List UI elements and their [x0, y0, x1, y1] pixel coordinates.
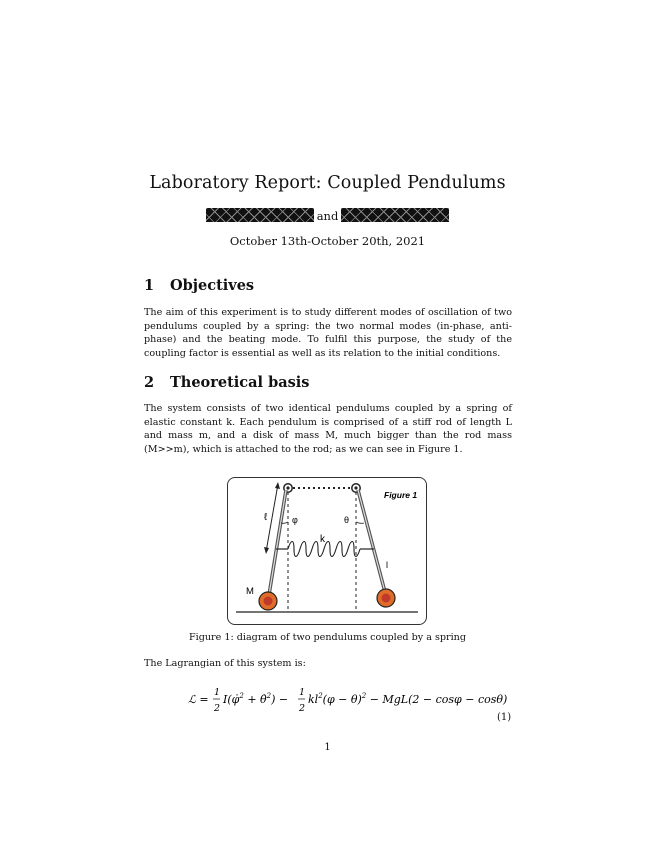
label-spring-constant: k	[320, 534, 325, 545]
right-angle-arc	[356, 522, 364, 523]
section-heading-objectives	[144, 277, 254, 294]
eq-frac-den-1: 2	[214, 703, 221, 714]
right-pivot-center	[354, 486, 357, 489]
section-number: 2	[144, 374, 155, 391]
left-rod-highlight	[269, 490, 286, 595]
figure-1-diagram	[227, 477, 427, 625]
page-number: 1	[324, 742, 331, 753]
redacted-author-2	[341, 208, 449, 222]
label-length-left: ℓ	[264, 512, 268, 523]
authors-connector: and	[316, 209, 339, 223]
redacted-author-1	[206, 208, 314, 222]
lagrangian-equation	[188, 678, 508, 718]
lagrangian-intro: The Lagrangian of this system is:	[144, 658, 306, 669]
theory-paragraph: The system consists of two identical pendulums coupled by a spring of elastic constant k. Each pendulum is comprised of a stiff rod of length L and mass m, and a disk of mass M, much bigger than the rod mass (M>>m), which is attached to the rod; as we can see in Figure 1.	[144, 403, 512, 455]
figure-label: Figure 1	[384, 490, 418, 500]
eq-lagrangian-symbol: ℒ =	[188, 693, 209, 706]
label-angle-left: φ	[292, 515, 298, 525]
section-heading-theoretical-basis	[144, 374, 309, 391]
eq-kinetic-term: I(φ̇$^2$ + θ̇$^2$) −	[223, 692, 289, 706]
label-angle-right: θ	[344, 515, 350, 525]
eq-frac-den-2: 2	[299, 703, 306, 714]
left-bob-center	[264, 597, 273, 606]
eq-frac-num-1: 1	[214, 687, 221, 698]
section-title: Theoretical basis	[170, 374, 310, 391]
authors-line	[0, 208, 655, 224]
objectives-paragraph: The aim of this experiment is to study different modes of oscillation of two pendulums coupled by a spring: the two normal modes (in-phase, anti-phase) and the beating mode. To fulfil this purpose, the study of the coupling factor is essential as well as its relation to the initial conditions.	[144, 307, 512, 359]
eq-frac-num-2: 1	[299, 687, 306, 698]
length-arrow-head-bottom	[264, 547, 269, 554]
section-number: 1	[144, 277, 155, 294]
left-pivot-center	[286, 486, 289, 489]
right-rod-highlight	[358, 490, 385, 592]
section-title: Objectives	[170, 277, 255, 294]
report-date: October 13th-October 20th, 2021	[229, 234, 426, 248]
label-mass: M	[246, 586, 254, 597]
eq-potential-terms: $kl^2(\varphi - \theta)^2 - MgL(2 - \cos\varphi - \cos\theta)$	[308, 692, 508, 706]
right-bob-center	[382, 594, 391, 603]
label-length-right: l	[386, 560, 388, 570]
figure-caption: Figure 1: diagram of two pendulums coupled by a spring	[189, 632, 466, 643]
length-arrow-head-top	[275, 482, 280, 489]
equation-number: (1)	[497, 712, 512, 723]
document-title: Laboratory Report: Coupled Pendulums	[149, 173, 506, 193]
pendulum-diagram	[228, 478, 428, 626]
